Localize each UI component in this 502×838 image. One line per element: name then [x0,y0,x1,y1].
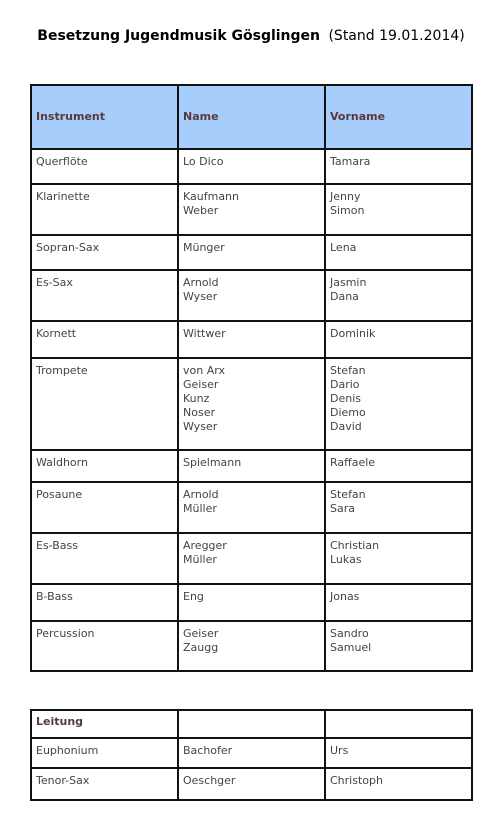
cell-name-line: Wyser [183,420,218,433]
table-row [31,738,472,768]
table-row [31,270,472,321]
cell-vorname [325,184,472,235]
cell-instrument: Es-Bass [31,533,178,584]
header-vorname: Vorname [325,85,472,149]
cell-vorname [325,621,472,671]
cell-vorname-line: Samuel [330,641,372,654]
cell-vorname-line: David [330,420,362,433]
cell-vorname-line: Dario [330,378,360,391]
cell-name-line: Eng [183,590,204,603]
table-row [31,482,472,533]
cell-vorname-line: Dana [330,290,359,303]
header-instrument: Instrument [31,85,178,149]
cell-name-line: Bachofer [183,744,233,757]
cell-name [178,621,325,671]
cell-vorname [325,533,472,584]
cell-name-line: Geiser [183,378,219,391]
cell-vorname [325,738,472,768]
table-header-row [31,85,472,149]
header-name: Name [178,85,325,149]
cell-vorname [325,270,472,321]
cell-instrument: Waldhorn [31,450,178,482]
cell-vorname-line: Stefan [330,364,366,377]
cell-name [178,235,325,270]
cell-name-line: Müller [183,502,217,515]
cell-vorname-line: Christoph [330,774,383,787]
cell-instrument: Trompete [31,358,178,450]
cell-vorname [325,149,472,184]
leadership-table [30,709,473,801]
cell-name [178,768,325,800]
cell-name-line: Kaufmann [183,190,240,203]
cell-name-line: Müller [183,553,217,566]
cell-vorname [325,768,472,800]
cell-instrument: B-Bass [31,584,178,621]
cell-name-line: Münger [183,241,225,254]
cell-vorname [325,450,472,482]
cell-instrument: Es-Sax [31,270,178,321]
cell-vorname-line: Urs [330,744,349,757]
cell-name-line: von Arx [183,364,225,377]
cell-instrument: Posaune [31,482,178,533]
title-stand-date: (Stand 19.01.2014) [328,28,465,44]
cell-name-line: Spielmann [183,456,242,469]
cell-instrument: Euphonium [31,738,178,768]
cell-instrument: Klarinette [31,184,178,235]
cell-vorname-line: Tamara [330,155,371,168]
cell-vorname-line: Jonas [330,590,360,603]
cell-name [178,321,325,358]
cell-name [178,584,325,621]
cell-name-line: Wittwer [183,327,226,340]
cell-instrument: Tenor-Sax [31,768,178,800]
cell-name [178,358,325,450]
cell-name-line: Wyser [183,290,218,303]
cell-name [178,149,325,184]
header-empty [325,710,472,738]
cell-name-line: Oeschger [183,774,236,787]
cell-name-line: Noser [183,406,215,419]
table-row [31,235,472,270]
cell-name-line: Weber [183,204,219,217]
cell-instrument: Sopran-Sax [31,235,178,270]
table-row [31,621,472,671]
cell-vorname-line: Raffaele [330,456,376,469]
cell-instrument: Percussion [31,621,178,671]
table-row [31,450,472,482]
table-row [31,184,472,235]
cell-vorname-line: Jasmin [330,276,367,289]
page-title [0,28,502,44]
cell-instrument: Kornett [31,321,178,358]
cell-name-line: Geiser [183,627,219,640]
table-row [31,149,472,184]
cell-vorname [325,321,472,358]
title-main: Besetzung Jugendmusik Gösglingen [37,28,321,44]
table-row [31,533,472,584]
cell-name-line: Zaugg [183,641,219,654]
cell-vorname-line: Sandro [330,627,369,640]
cell-name-line: Kunz [183,392,210,405]
cell-instrument: Querflöte [31,149,178,184]
cell-vorname [325,358,472,450]
table-header-row [31,710,472,738]
cell-vorname [325,235,472,270]
cell-vorname-line: Christian [330,539,380,552]
table-row [31,584,472,621]
cell-name-line: Aregger [183,539,227,552]
cell-vorname-line: Lena [330,241,357,254]
cell-name [178,270,325,321]
cell-name [178,482,325,533]
cell-name [178,738,325,768]
cell-vorname-line: Jenny [330,190,361,203]
cell-name [178,533,325,584]
cell-vorname-line: Lukas [330,553,362,566]
cell-vorname [325,584,472,621]
cell-name [178,184,325,235]
cell-vorname-line: Denis [330,392,361,405]
table-row [31,768,472,800]
cell-name-line: Lo Dico [183,155,224,168]
cell-vorname-line: Sara [330,502,355,515]
cell-name-line: Arnold [183,488,219,501]
cell-name-line: Arnold [183,276,219,289]
cell-vorname [325,482,472,533]
cell-vorname-line: Diemo [330,406,366,419]
header-leitung: Leitung [31,710,178,738]
table-row [31,321,472,358]
cell-vorname-line: Stefan [330,488,366,501]
header-empty [178,710,325,738]
cell-vorname-line: Simon [330,204,365,217]
table-row [31,358,472,450]
cell-name [178,450,325,482]
cell-vorname-line: Dominik [330,327,376,340]
roster-table [30,84,473,672]
